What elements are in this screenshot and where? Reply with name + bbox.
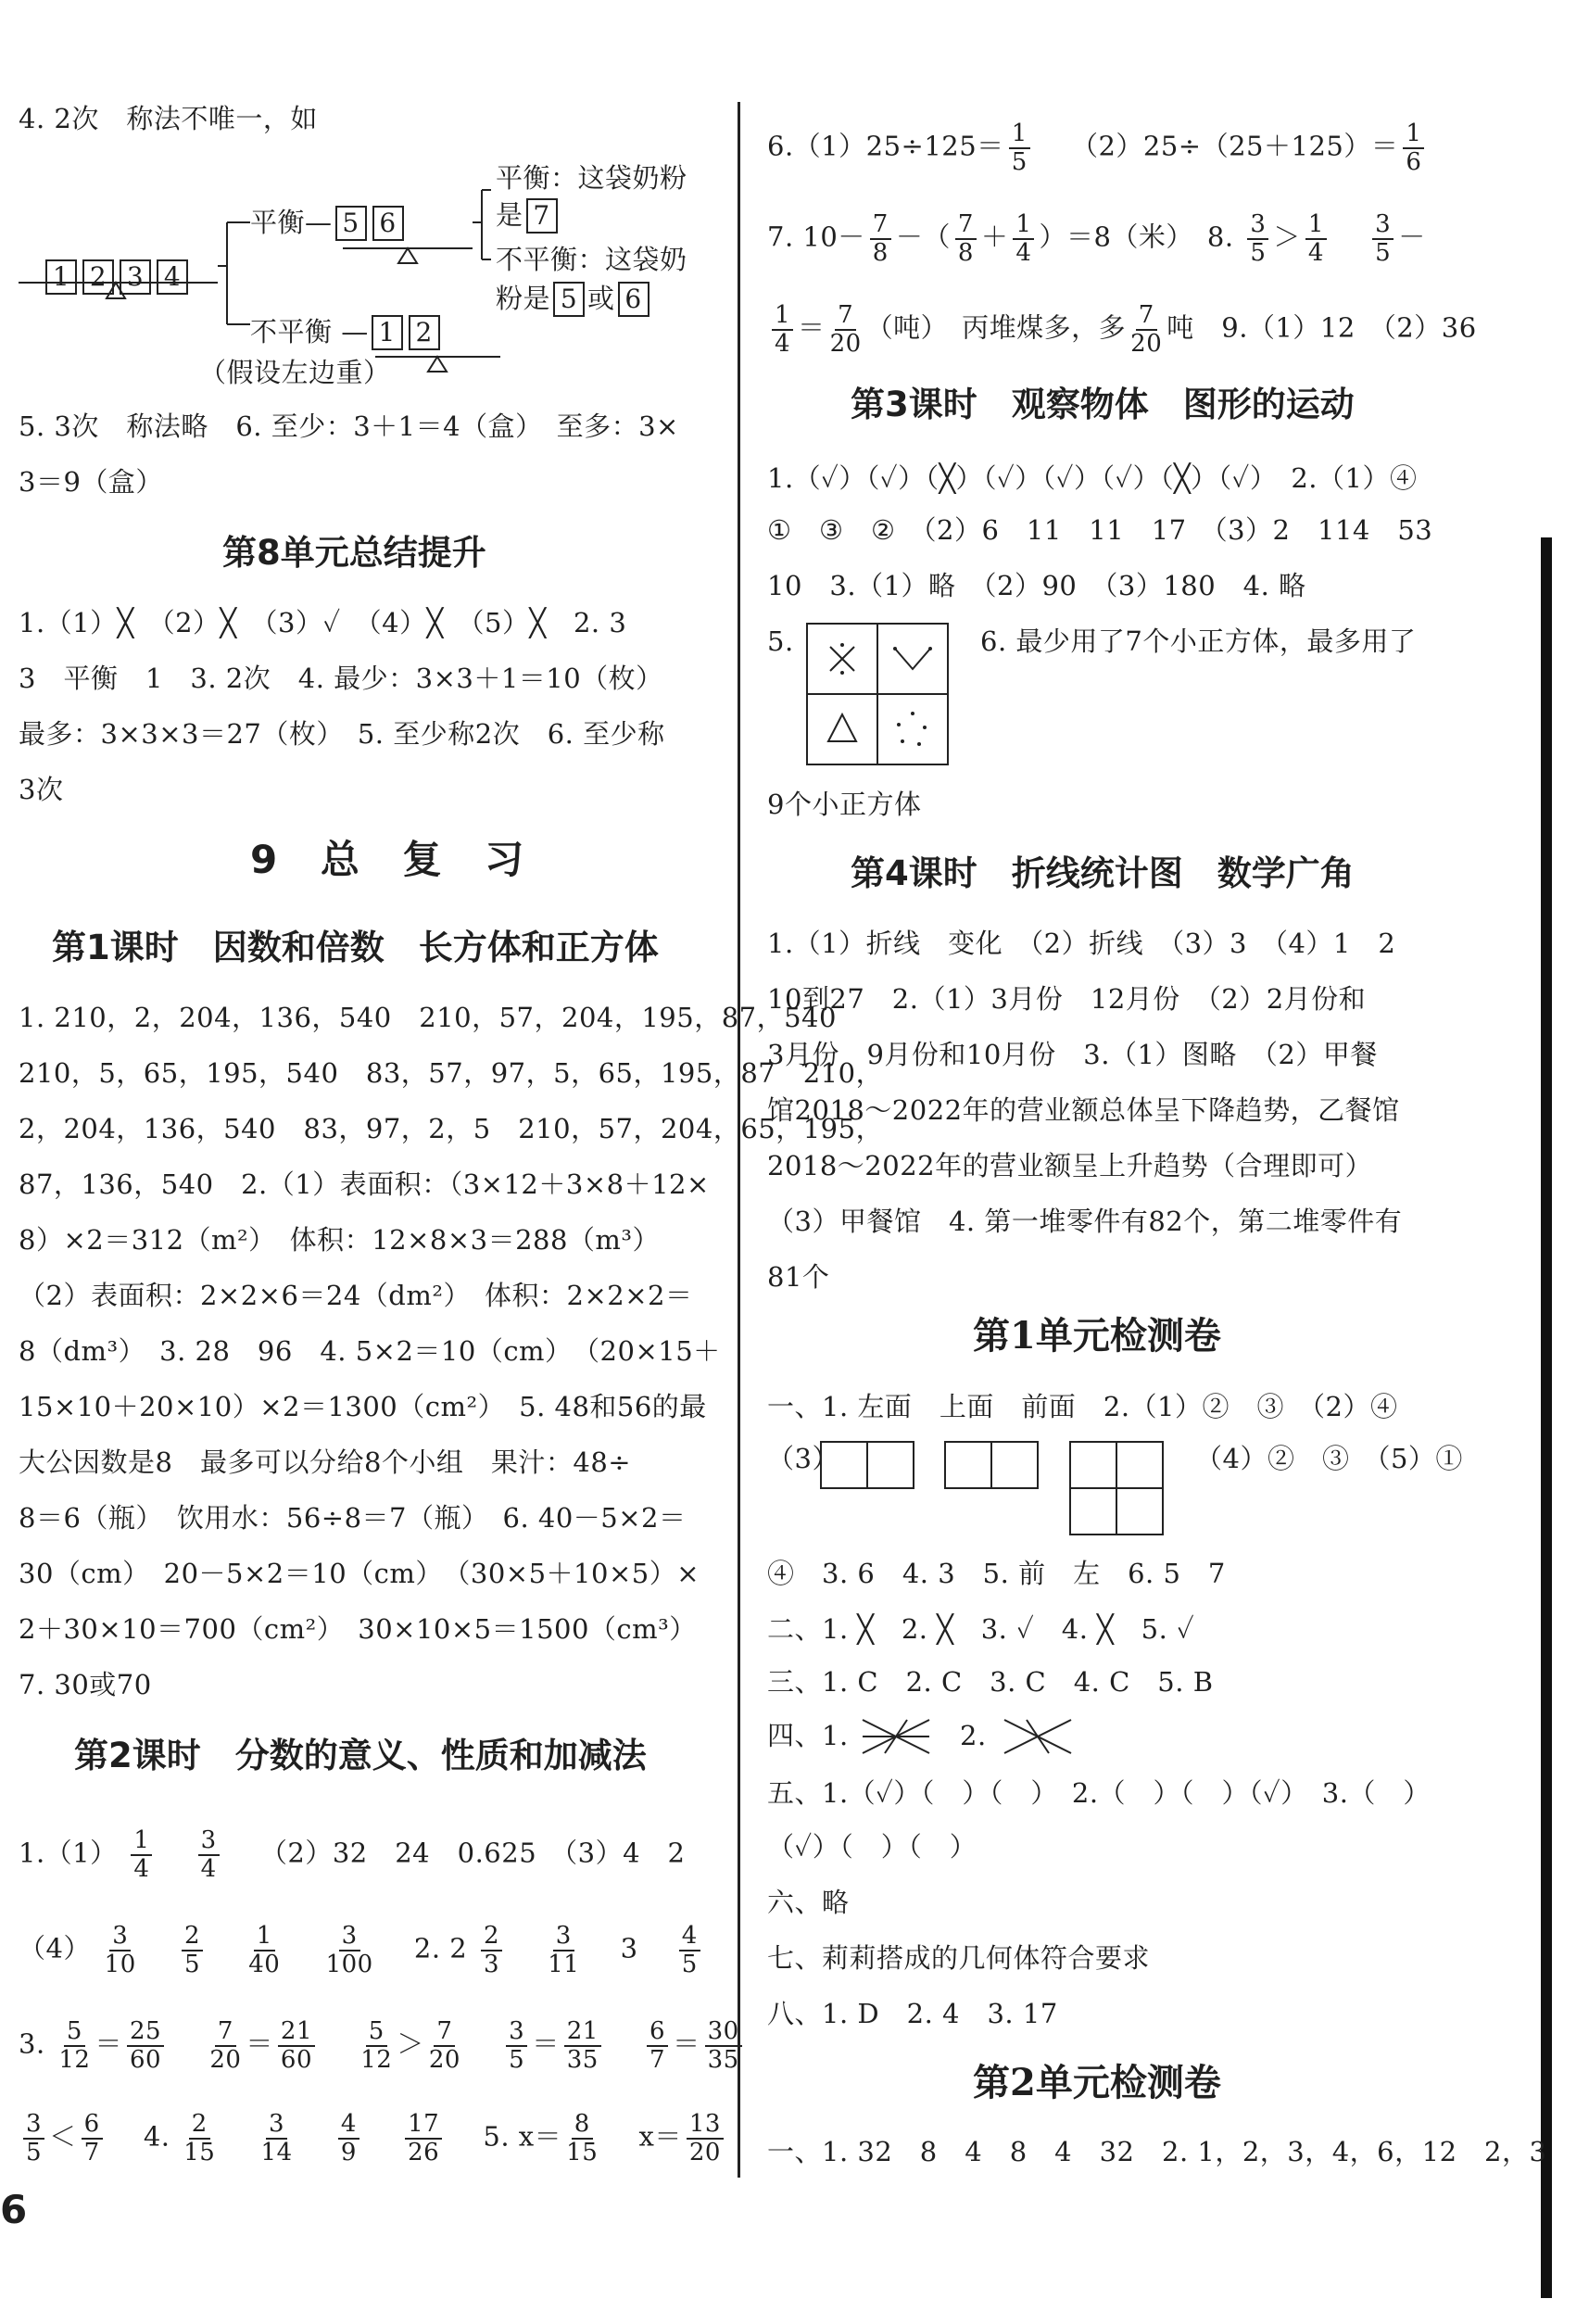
denominator: 7	[83, 2138, 100, 2166]
numerator: 7	[215, 2018, 236, 2047]
answer-line: 87，136，540 2.（1）表面积：（3×12＋3×8＋12×	[19, 1168, 710, 1200]
answer-line: ① ③ ② （2）6 11 11 17 （3）2 114 53	[767, 514, 1433, 546]
fraction	[566, 2111, 598, 2166]
numerator: 21	[564, 2018, 601, 2047]
denominator: 60	[280, 2045, 313, 2074]
item-label: 3.	[19, 2027, 45, 2060]
fraction-line: $\frac{3}{5}$ ＜ $\frac{6}{7}$ 4. $\frac{2}{15}$ $\frac{3}{14}$ $\frac{4}{9}$ $\frac{17}{26}$ 5. x＝ $\frac{8}{15}$ x＝ $\frac{13}{20}$	[19, 2111, 728, 2166]
fraction	[429, 2018, 460, 2073]
fraction-line	[767, 302, 1477, 357]
fraction	[647, 2018, 668, 2073]
numerator: 1	[1403, 120, 1424, 149]
answer-line: ④ 3. 6 4. 3 5. 前 左 6. 5 7	[767, 1558, 1226, 1589]
numerator: 7	[955, 211, 977, 240]
answer-line: 1.（1）╳ （2）╳ （3）✓ （4）╳ （5）╳ 2. 3	[19, 607, 627, 638]
fraction	[278, 2018, 315, 2073]
answer-line: 1.（1）折线 变化 （2）折线 （3）3 （4）1 2	[767, 928, 1396, 959]
item-label: 5. x＝	[483, 2120, 562, 2153]
answer-line: 3＝9（盒）	[19, 466, 163, 498]
section-heading: 第2课时 分数的意义、性质和加减法	[74, 1736, 647, 1775]
fraction	[687, 2111, 724, 2166]
box-2: 2	[409, 315, 440, 350]
fraction	[131, 1827, 152, 1882]
denominator: 20	[1130, 329, 1163, 358]
fraction	[58, 2018, 90, 2073]
numerator: 3	[339, 1923, 360, 1951]
result-text: 粉是	[496, 283, 551, 314]
result-balanced-2	[496, 196, 561, 234]
fraction	[506, 2018, 527, 2073]
fraction	[679, 1923, 700, 1977]
operator: －	[1398, 221, 1426, 253]
answer-text: （吨） 丙堆煤多，多	[865, 311, 1127, 344]
answer-line: 15×10＋20×10）×2＝1300（cm²） 5. 48和56的最	[19, 1391, 707, 1422]
section-heading: 第1课时 因数和倍数 长方体和正方体	[52, 928, 659, 967]
answer-line: 五、1.（✓）（ ）（ ） 2.（ ）（ ）（✓） 3.（ ）	[767, 1777, 1431, 1809]
denominator: 26	[408, 2138, 440, 2166]
fraction-line	[19, 1827, 686, 1882]
numerator: 3	[553, 1923, 574, 1951]
section-heading: 第8单元总结提升	[222, 533, 486, 573]
numerator: 17	[405, 2111, 442, 2140]
box-6: 6	[618, 282, 649, 317]
fraction	[1013, 211, 1034, 266]
answer-line: 2＋30×10＝700（cm²） 30×10×5＝1500（cm³）	[19, 1613, 697, 1645]
denominator: 5	[509, 2045, 525, 2074]
answer-line: 一、1. 32 8 4 8 4 32 2. 1，2，3，4，6，12 2，3	[767, 2136, 1547, 2167]
denominator: 10	[104, 1950, 136, 1978]
numerator: 5	[64, 2018, 85, 2047]
denominator: 40	[248, 1950, 281, 1978]
numerator: 3	[198, 1827, 220, 1856]
denominator: 100	[325, 1950, 373, 1978]
answer-line: （3）	[767, 1443, 839, 1474]
item-label: 7. 10－	[767, 221, 865, 253]
fraction	[198, 1827, 220, 1882]
numerator: 7	[835, 302, 856, 331]
fraction	[248, 1923, 280, 1977]
symbol-grid	[806, 623, 949, 765]
denominator: 35	[707, 2045, 739, 2074]
denominator: 35	[566, 2045, 599, 2074]
result-text: 是	[496, 199, 523, 231]
denominator: 4	[1015, 238, 1032, 267]
answer-text: 3	[620, 1932, 638, 1964]
box-3: 3	[120, 259, 151, 295]
answer-line: 大公因数是8 最多可以分给8个小组 果汁：48÷	[19, 1446, 632, 1478]
section-heading: 第2单元检测卷	[973, 2061, 1221, 2104]
item-label: 2. 2	[413, 1932, 468, 1964]
page-edge-shadow	[1541, 537, 1552, 2298]
denominator: 5	[1011, 147, 1028, 176]
denominator: 5	[1375, 238, 1392, 267]
section-heading: 第1单元检测卷	[973, 1314, 1221, 1358]
result-balanced-1: 平衡：这袋奶粉	[496, 162, 687, 194]
answer-line: 10到27 2.（1）3月份 12月份 （2）2月份和	[767, 983, 1367, 1015]
unbalanced-branch	[250, 313, 443, 350]
answer-line: 馆2018～2022年的营业额总体呈下降趋势，乙餐馆	[767, 1094, 1400, 1126]
denominator: 7	[649, 2045, 666, 2074]
denominator: 20	[829, 329, 862, 358]
balanced-label: 平衡—	[250, 207, 333, 238]
fraction	[1305, 211, 1327, 266]
page-number: 6	[0, 2187, 28, 2232]
numerator: 3	[109, 1923, 131, 1951]
fraction	[105, 1923, 136, 1977]
matching-lines-2	[999, 1716, 1077, 1759]
numerator: 30	[705, 2018, 742, 2047]
fraction	[209, 2018, 241, 2073]
numerator: 1	[772, 302, 793, 331]
answer-line: 四、1.	[767, 1720, 849, 1751]
fraction-line: 3. $\frac{5}{12}$ ＝ $\frac{25}{60}$ $\frac{7}{20}$ ＝ $\frac{21}{60}$ $\frac{5}{12}$ ＞ $\frac{7}{20}$ $\frac{3}{5}$ ＝ $\frac{21}{35}$ $\frac{6}{7}$ ＝ $\frac{30}{35}$	[19, 2018, 747, 2073]
answer-text: （2）32 24 0.625 （3）4 2	[259, 1837, 686, 1869]
numerator: 2	[481, 1923, 502, 1951]
chapter-heading: 9 总 复 习	[250, 837, 539, 882]
fraction	[564, 2018, 601, 2073]
denominator: 20	[209, 2045, 242, 2074]
result-unbalanced-1: 不平衡：这袋奶	[496, 244, 687, 275]
denominator: 11	[548, 1950, 580, 1978]
fraction-line	[767, 120, 1429, 175]
matching-lines-1	[857, 1716, 935, 1759]
fraction-line	[767, 211, 1426, 266]
numerator: 8	[572, 2111, 593, 2140]
answer-line: （3）甲餐馆 4. 第一堆零件有82个，第二堆零件有	[767, 1206, 1403, 1237]
fraction	[338, 2111, 359, 2166]
item-label: 6.（1）25÷125＝	[767, 130, 1004, 162]
box-4: 4	[157, 259, 188, 295]
numerator: 2	[182, 1923, 203, 1951]
denominator: 12	[58, 2045, 91, 2074]
answer-text: ）＝8（米） 8.	[1039, 221, 1234, 253]
fraction	[1009, 120, 1030, 175]
fraction	[182, 1923, 203, 1977]
fraction	[870, 211, 891, 266]
answer-line: 8＝6（瓶） 饮用水：56÷8＝7（瓶） 6. 40－5×2＝	[19, 1502, 687, 1534]
answer-line: 六、略	[767, 1887, 850, 1918]
fraction	[261, 2111, 293, 2166]
unbalanced-label: 不平衡 —	[250, 316, 369, 347]
numerator: 4	[338, 2111, 359, 2140]
balanced-branch	[250, 204, 407, 241]
answer-line: 八、1. D 2. 4 3. 17	[767, 1998, 1058, 2029]
numerator: 3	[1372, 211, 1394, 240]
assumption-note: （假设左边重）	[199, 357, 391, 388]
fraction	[705, 2018, 742, 2073]
answer-line: （2）表面积：2×2×6＝24（dm²） 体积：2×2×2＝	[19, 1280, 693, 1311]
fraction-line	[19, 1923, 705, 1977]
numerator: 25	[127, 2018, 164, 2047]
answer-line: 8（dm³） 3. 28 96 4. 5×2＝10（cm） （20×15＋	[19, 1335, 721, 1367]
denominator: 6	[1406, 147, 1422, 176]
numerator: 1	[1013, 211, 1034, 240]
answer-line: 3次	[19, 774, 64, 805]
denominator: 4	[200, 1854, 217, 1883]
fraction	[1130, 302, 1162, 357]
numerator: 5	[366, 2018, 387, 2047]
fraction	[23, 2111, 44, 2166]
denominator: 5	[1250, 238, 1267, 267]
denominator: 8	[872, 238, 889, 267]
numerator: 1	[1305, 211, 1327, 240]
denominator: 5	[681, 1950, 698, 1978]
fraction	[326, 1923, 373, 1977]
fraction	[1372, 211, 1394, 266]
answer-line: 3 平衡 1 3. 2次 4. 最少：3×3＋1＝10（枚）	[19, 663, 663, 694]
numerator: 13	[687, 2111, 724, 2140]
answer-line: 七、莉莉搭成的几何体符合要求	[767, 1942, 1151, 1974]
item-label: （4）	[19, 1932, 91, 1964]
answer-line: 最多：3×3×3＝27（枚） 5. 至少称2次 6. 至少称	[19, 718, 665, 750]
denominator: 9	[340, 2138, 357, 2166]
denominator: 20	[428, 2045, 460, 2074]
numerator: 3	[23, 2111, 44, 2140]
numerator: 3	[506, 2018, 527, 2047]
numerator: 6	[647, 2018, 668, 2047]
fraction	[1403, 120, 1424, 175]
answer-line: 30（cm） 20－5×2＝10（cm） （30×5＋10×5）×	[19, 1558, 700, 1589]
section-heading: 第4课时 折线统计图 数学广角	[851, 853, 1355, 893]
denominator: 4	[775, 329, 791, 358]
answer-line: 2.	[960, 1720, 987, 1751]
denominator: 15	[566, 2138, 599, 2166]
answer-line: 2018～2022年的营业额呈上升趋势（合理即可）	[767, 1150, 1373, 1181]
answer-text: x＝	[638, 2120, 682, 2153]
answer-line: 5. 3次 称法略 6. 至少：3＋1＝4（盒） 至多：3×	[19, 410, 679, 442]
operator: ＋	[980, 221, 1009, 253]
box-5: 5	[335, 206, 367, 241]
answer-line: 210，5，65，195，540 83，57，97，5，65，195，87 210，	[19, 1057, 884, 1089]
numerator: 7	[1136, 302, 1157, 331]
fraction	[360, 2018, 392, 2073]
answer-line: 81个	[767, 1261, 830, 1293]
denominator: 20	[688, 2138, 721, 2166]
operator: ＞	[1273, 221, 1301, 253]
left-pan-group	[43, 258, 191, 295]
answer-line: 7. 30或70	[19, 1669, 152, 1700]
answer-line: 8）×2＝312（m²） 体积：12×8×3＝288（m³）	[19, 1224, 661, 1256]
numerator: 7	[870, 211, 891, 240]
denominator: 14	[260, 2138, 293, 2166]
numerator: 1	[254, 1923, 275, 1951]
box-5: 5	[553, 282, 585, 317]
box-7: 7	[526, 198, 558, 234]
box-1: 1	[372, 315, 403, 350]
fraction	[183, 2111, 215, 2166]
item-label: 4.	[143, 2120, 170, 2153]
answer-line: 2，204，136，540 83，97，2，5 210，57，204，65，195，	[19, 1113, 884, 1144]
fraction	[772, 302, 793, 357]
denominator: 4	[1307, 238, 1324, 267]
fraction	[548, 1923, 579, 1977]
denominator: 8	[957, 238, 974, 267]
box-6: 6	[372, 206, 404, 241]
fraction	[405, 2111, 442, 2166]
answer-line: （4）② ③ （5）①	[1195, 1443, 1463, 1474]
operator: －（	[895, 221, 951, 253]
answer-line: 6. 最少用了7个小正方体，最多用了	[980, 625, 1417, 657]
numerator: 3	[1247, 211, 1268, 240]
denominator: 12	[360, 2045, 393, 2074]
operator: ＝	[798, 311, 826, 344]
numerator: 3	[266, 2111, 287, 2140]
answer-line: 1.（✓）（✓）（╳）（✓）（✓）（✓）（╳）（✓） 2.（1）④	[767, 462, 1418, 494]
view-shapes	[820, 1441, 1172, 1545]
numerator: 21	[278, 2018, 315, 2047]
numerator: 1	[1009, 120, 1030, 149]
denominator: 4	[133, 1854, 150, 1883]
fraction	[127, 2018, 164, 2073]
fraction	[955, 211, 977, 266]
numerator: 4	[679, 1923, 700, 1951]
numerator: 7	[434, 2018, 455, 2047]
answer-line: 1. 210，2，204，136，540 210，57，204，195，87，540	[19, 1002, 837, 1033]
answer-line: 3月份 9月份和10月份 3.（1）图略 （2）甲餐	[767, 1039, 1378, 1070]
box-2: 2	[82, 259, 114, 295]
section-heading: 第3课时 观察物体 图形的运动	[851, 385, 1355, 424]
fraction	[481, 1923, 502, 1977]
denominator: 5	[26, 2138, 43, 2166]
answer-line: 三、1. C 2. C 3. C 4. C 5. B	[767, 1666, 1214, 1698]
answer-line: 10 3.（1）略 （2）90 （3）180 4. 略	[767, 570, 1306, 601]
numerator: 6	[82, 2111, 103, 2140]
answer-line: 二、1. ╳ 2. ╳ 3. ✓ 4. ╳ 5. ✓	[767, 1613, 1195, 1645]
denominator: 5	[183, 1950, 201, 1978]
result-unbalanced-2	[496, 280, 652, 317]
answer-line: （✓）（ ）（ ）	[767, 1831, 977, 1863]
answer-line: 一、1. 左面 上面 前面 2.（1）② ③ （2）④	[767, 1391, 1398, 1422]
answer-text: （2）25÷（25＋125）＝	[1070, 130, 1399, 162]
answer-line: 5.	[767, 625, 794, 657]
denominator: 3	[483, 1950, 500, 1978]
fraction	[830, 302, 862, 357]
item-label: 1.（1）	[19, 1837, 118, 1869]
denominator: 15	[183, 2138, 216, 2166]
answer-line: 4. 2次 称法不唯一，如	[19, 103, 318, 134]
numerator: 2	[189, 2111, 210, 2140]
answer-line: 9个小正方体	[767, 789, 922, 820]
fraction	[1247, 211, 1268, 266]
answer-text: 吨 9.（1）12 （2）36	[1167, 311, 1477, 344]
box-1: 1	[45, 259, 77, 295]
or-text: 或	[587, 283, 615, 314]
numerator: 1	[131, 1827, 152, 1856]
denominator: 60	[130, 2045, 162, 2074]
fraction	[82, 2111, 103, 2166]
